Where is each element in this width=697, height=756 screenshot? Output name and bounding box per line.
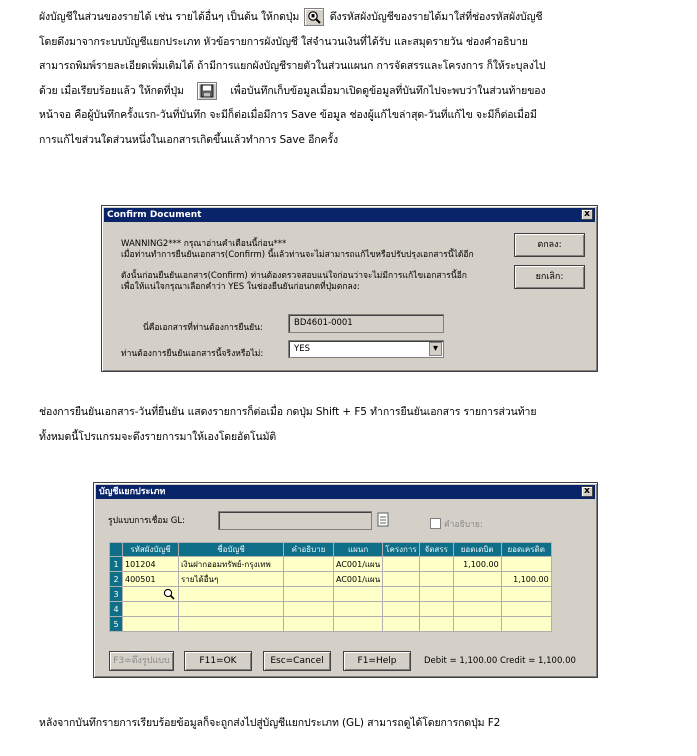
format-label: รูปแบบการเชื่อม GL: (108, 516, 185, 526)
cell-desc[interactable] (284, 587, 334, 602)
cell-debit[interactable] (453, 602, 501, 617)
ok-button[interactable]: ตกลง: (514, 233, 585, 257)
col-header-dept[interactable]: แผนก (334, 543, 383, 557)
cell-alloc[interactable] (419, 602, 453, 617)
gl-title: บัญชีแยกประเภท (99, 487, 166, 497)
warning-line-3: ดังนั้นก่อนยืนยันเอกสาร(Confirm) ท่านต้องตรวจสอบแน่ใจก่อนว่าจะไม่มีการแก้ไขเอกสารนี้อีก (121, 271, 467, 281)
close-icon[interactable]: x (581, 486, 593, 497)
cell-desc[interactable] (284, 617, 334, 632)
dialog-title-bar (104, 208, 595, 222)
debit-credit-totals: Debit = 1,100.00 Credit = 1,100.00 (424, 656, 576, 666)
cell-debit[interactable]: 1,100.00 (453, 557, 501, 572)
warning-line-1: WANNING2*** กรุณาอ่านคำเตือนนี้ก่อน*** (121, 239, 287, 249)
cell-project[interactable] (383, 602, 419, 617)
cell-code[interactable]: 101204 (123, 557, 179, 572)
cell-debit[interactable] (453, 572, 501, 587)
magnifier-lookup-icon[interactable] (162, 587, 176, 602)
cell-credit[interactable] (501, 602, 551, 617)
cell-credit[interactable]: 1,100.00 (501, 572, 551, 587)
warning-line-2: เมื่อท่านทำการยืนยันเอกสาร(Confirm) นี้แล้วท่านจะไม่สามารถแก้ไขหรือปรับปรุงเอกสารนี้ได้อีก (121, 250, 474, 260)
cell-credit[interactable] (501, 557, 551, 572)
intro-line-1: ผังบัญชีในส่วนของรายได้ เช่น รายได้อื่นๆ เป็นต้น ให้กดปุ่ม ดึงรหัสผังบัญชีของรายได้มาใส่ที่ช่องรหัสผังบัญชี (39, 5, 679, 30)
closing-line-1: หลังจากบันทึกรายการเรียบร้อยข้อมูลก็จะถูกส่งไปสู่บัญชีแยกประเภท (GL) สามารถดูได้โดยการกดปุ่ม F2 (39, 717, 501, 729)
cell-project[interactable] (383, 587, 419, 602)
close-icon[interactable]: x (581, 209, 593, 220)
cell-alloc[interactable] (419, 587, 453, 602)
cell-name[interactable]: รายได้อื่นๆ (179, 572, 284, 587)
table-row[interactable] (110, 617, 552, 632)
row-number: 5 (110, 617, 123, 632)
table-row[interactable] (110, 557, 552, 572)
cell-desc[interactable] (284, 557, 334, 572)
table-row[interactable] (110, 587, 552, 602)
cell-alloc[interactable] (419, 617, 453, 632)
cell-name[interactable]: เงินฝากออมทรัพย์-กรุงเทพ (179, 557, 284, 572)
chevron-down-icon[interactable]: ▾ (429, 342, 442, 356)
table-row[interactable] (110, 572, 552, 587)
cell-debit[interactable] (453, 617, 501, 632)
cell-code[interactable]: 400501 (123, 572, 179, 587)
checkbox-label: คำอธิบาย: (444, 520, 483, 530)
gl-title-bar (96, 485, 595, 499)
cell-alloc[interactable] (419, 557, 453, 572)
cell-name[interactable] (179, 587, 284, 602)
cell-dept[interactable] (334, 587, 383, 602)
cell-dept[interactable]: AC001/แผน (334, 557, 383, 572)
cell-debit[interactable] (453, 587, 501, 602)
intro-paragraph (39, 5, 679, 153)
document-label: นี่คือเอกสารที่ท่านต้องการยืนยัน: (143, 323, 263, 333)
col-header-alloc[interactable]: จัดสรร (419, 543, 453, 557)
confirm-select-value: YES (294, 344, 310, 354)
cell-dept[interactable]: AC001/แผน (334, 572, 383, 587)
cell-code[interactable] (123, 617, 179, 632)
cell-project[interactable] (383, 572, 419, 587)
col-header-debit[interactable]: ยอดเดบิต (453, 543, 501, 557)
format-field[interactable] (218, 511, 372, 530)
document-number-field: BD4601-0001 (288, 314, 444, 333)
f1-help-button[interactable]: F1=Help (343, 651, 411, 671)
cancel-button[interactable]: ยกเลิก: (514, 265, 585, 289)
confirm-label: ท่านต้องการยืนยันเอกสารนี้จริงหรือไม่: (121, 349, 264, 359)
description-checkbox[interactable] (430, 518, 441, 529)
row-number: 2 (110, 572, 123, 587)
cell-alloc[interactable] (419, 572, 453, 587)
save-button-icon (197, 82, 217, 100)
col-header-name[interactable]: ชื่อบัญชี (179, 543, 284, 557)
row-number: 3 (110, 587, 123, 602)
esc-cancel-button[interactable]: Esc=Cancel (263, 651, 331, 671)
lookup-button-icon (304, 8, 324, 26)
cell-project[interactable] (383, 557, 419, 572)
intro-line-2: โดยดึงมาจากระบบบัญชีแยกประเภท หัวข้อรายการผังบัญชี ใส่จำนวนเงินที่ได้รับ และสมุดรายวัน ช่องคำอธิบาย (39, 35, 528, 48)
cell-dept[interactable] (334, 617, 383, 632)
cell-credit[interactable] (501, 587, 551, 602)
confirm-select[interactable] (288, 340, 444, 358)
gl-dialog (93, 482, 598, 678)
dialog-title: Confirm Document (107, 210, 202, 220)
intro-line-4: ด้วย เมื่อเรียบร้อยแล้ว ให้กดที่ปุ่ม เพื่อบันทึกเก็บข้อมูลเมื่อมาเปิดดูข้อมูลที่บันทึกไปจะพบว่าในส่วนท้ายของ (39, 79, 679, 104)
cell-desc[interactable] (284, 572, 334, 587)
cell-desc[interactable] (284, 602, 334, 617)
confirm-line-1: ช่องการยืนยันเอกสาร-วันที่ยืนยัน แสดงรายการก็ต่อเมื่อ กดปุ่ม Shift + F5 ทำการยืนยันเอกสาร รายการส่วนท้าย (39, 406, 537, 418)
f3-format-button[interactable]: F3=ดึงรูปแบบ (109, 651, 174, 671)
intro-line-5: หน้าจอ คือผู้บันทึกครั้งแรก-วันที่บันทึก จะมีก็ต่อเมื่อมีการ Save ข้อมูล ช่องผู้แก้ไขล่าสุด-วันที่แก้ไข จะมีก็ต่อเมื่อมี (39, 109, 537, 122)
grid-header (110, 543, 552, 557)
document-lookup-icon[interactable] (376, 512, 390, 528)
cell-name[interactable] (179, 602, 284, 617)
col-header-code[interactable]: รหัสผังบัญชี (123, 543, 179, 557)
cell-code[interactable] (123, 587, 179, 602)
cell-name[interactable] (179, 617, 284, 632)
gl-grid[interactable] (109, 542, 552, 632)
cell-project[interactable] (383, 617, 419, 632)
col-header-desc[interactable]: คำอธิบาย (284, 543, 334, 557)
col-header-project[interactable]: โครงการ (383, 543, 419, 557)
closing-paragraph (39, 711, 679, 736)
cell-credit[interactable] (501, 617, 551, 632)
table-row[interactable] (110, 602, 552, 617)
warning-line-4: เพื่อให้แน่ใจกรุณาเลือกคำว่า YES ในช่องยืนยันก่อนกดที่ปุ่มตกลง: (121, 282, 360, 292)
cell-dept[interactable] (334, 602, 383, 617)
row-number: 4 (110, 602, 123, 617)
col-header-credit[interactable]: ยอดเครดิต (501, 543, 551, 557)
row-number: 1 (110, 557, 123, 572)
confirm-line-2: ทั้งหมดนี้โปรแกรมจะดึงรายการมาให้เองโดยอัตโนมัติ (39, 430, 277, 443)
col-header-rownum (110, 543, 123, 557)
f11-ok-button[interactable]: F11=OK (184, 651, 252, 671)
intro-line-3: สามารถพิมพ์รายละเอียดเพิ่มเติมได้ ถ้ามีการแยกผังบัญชีรายตัวในส่วนแผนก การจัดสรรและโครงการ ก็ให้ระบุลงไป (39, 60, 546, 73)
cell-code[interactable] (123, 602, 179, 617)
intro-line-6: การแก้ไขส่วนใดส่วนหนึ่งในเอกสารเกิดขึ้นแล้วทำการ Save อีกครั้ง (39, 133, 339, 146)
confirm-paragraph (39, 400, 679, 449)
confirm-document-dialog (101, 205, 598, 372)
